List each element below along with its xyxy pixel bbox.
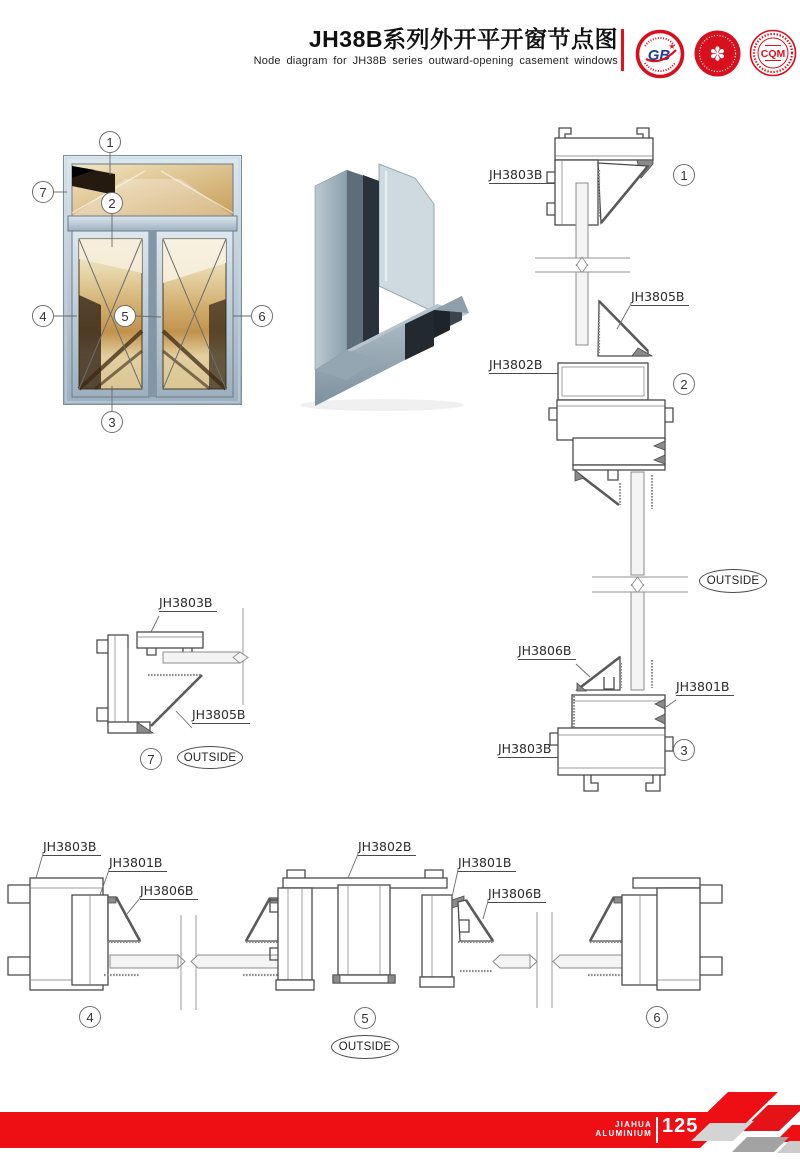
profile-label: JH3805B xyxy=(192,707,250,724)
callout-4: 4 xyxy=(32,305,54,327)
gb-certification-logo xyxy=(635,29,685,79)
profile-label: JH3801B xyxy=(676,679,734,696)
profile-label: JH3801B xyxy=(458,855,516,872)
header xyxy=(200,26,618,67)
profile-label: JH3802B xyxy=(489,357,558,374)
callout-section-7: 7 xyxy=(140,748,162,770)
cqm-certification-logo xyxy=(749,29,797,77)
profile-label: JH3806B xyxy=(518,643,576,660)
profile-label: JH3806B xyxy=(140,883,198,900)
callout-7: 7 xyxy=(32,181,54,203)
footer-brand xyxy=(555,1120,652,1138)
profile-3d-render xyxy=(287,152,482,414)
callout-section-6: 6 xyxy=(646,1006,668,1028)
section-detail-6 xyxy=(553,878,722,990)
profile-label: JH3803B xyxy=(159,595,217,612)
profile-label: JH3802B xyxy=(358,839,416,856)
header-divider xyxy=(621,29,624,71)
callout-5: 5 xyxy=(114,305,136,327)
callout-section-1: 1 xyxy=(673,164,695,186)
vertical-section-drawing xyxy=(480,115,800,805)
page-number: 125 xyxy=(662,1115,699,1137)
cqm-logo-text: CQM xyxy=(760,48,786,60)
callout-2: 2 xyxy=(101,192,123,214)
quality-seal-logo xyxy=(693,29,742,78)
section-detail-7-drawing xyxy=(85,595,265,775)
window-callout-leaders xyxy=(0,120,300,440)
profile-label: JH3803B xyxy=(489,167,555,184)
section-detail-2-transom xyxy=(549,301,673,575)
section-detail-3-sill xyxy=(550,657,673,791)
outside-label: OUTSIDE xyxy=(699,569,767,593)
footer-brand-line1: JIAHUA xyxy=(615,1120,652,1129)
page-title: JH38B系列外开平开窗节点图 xyxy=(308,26,618,52)
profile-label: JH3801B xyxy=(109,855,167,872)
callout-section-2: 2 xyxy=(673,373,695,395)
callout-section-3: 3 xyxy=(673,739,695,761)
callout-section-4: 4 xyxy=(79,1006,101,1028)
footer-brand-line2: ALUMINIUM xyxy=(595,1129,652,1138)
profile-label: JH3805B xyxy=(631,289,689,306)
gb-logo-star: ★ xyxy=(668,42,676,51)
callout-section-5: 5 xyxy=(354,1007,376,1029)
gb-logo-text: GB xyxy=(647,47,671,64)
section-detail-1-head xyxy=(547,128,653,258)
horizontal-section-drawing xyxy=(0,840,800,1065)
footer-divider xyxy=(656,1117,658,1143)
profile-label: JH3803B xyxy=(498,741,558,758)
outside-label: OUTSIDE xyxy=(331,1035,399,1059)
callout-3: 3 xyxy=(101,411,123,433)
callout-6: 6 xyxy=(251,305,273,327)
profile-label: JH3803B xyxy=(43,839,101,856)
page-subtitle: Node diagram for JH38B series outward-opening casement windows xyxy=(253,55,618,67)
outside-label: OUTSIDE xyxy=(177,746,243,769)
profile-label: JH3806B xyxy=(488,886,546,903)
callout-1: 1 xyxy=(99,131,121,153)
seal-logo-emblem: ✽ xyxy=(709,44,726,66)
